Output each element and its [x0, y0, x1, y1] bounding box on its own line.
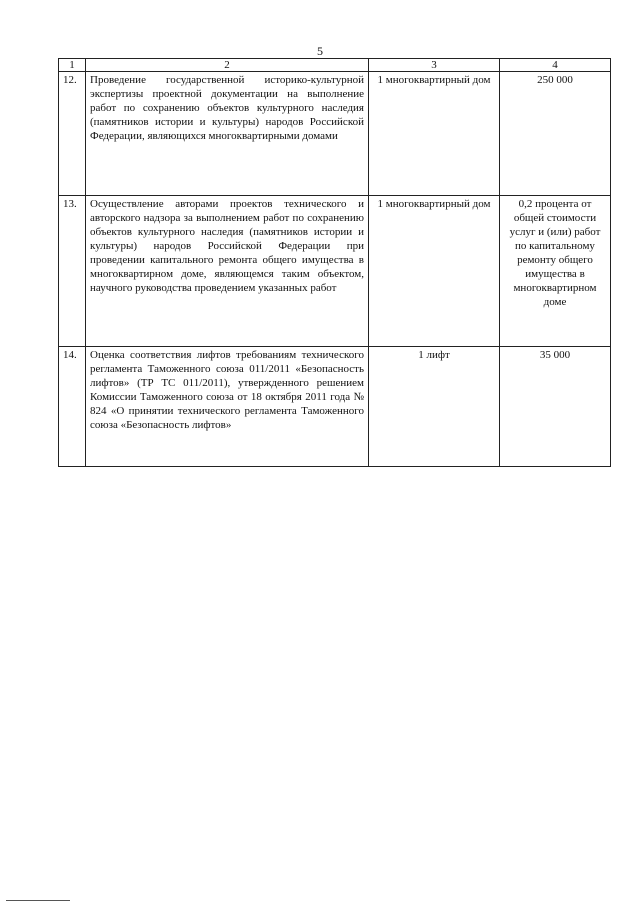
table-row [59, 196, 611, 347]
table-row [59, 72, 611, 196]
row-description: Осуществление авторами проектов технического и авторского надзора за выполнением работ по сохранению объектов культурного наследия (памятников истории и культуры) народов Российской Федерации при проведении капитального ремонта общего имущества в многоквартирном доме, являющемся таким объектом, научного руководства проведением указанных работ [86, 196, 369, 347]
row-number: 14. [59, 347, 86, 467]
services-table [58, 58, 611, 467]
row-description: Проведение государственной историко-культурной экспертизы проектной документации на выполнение работ по сохранению объектов культурного наследия (памятников истории и культуры) народов Российской Федерации, являющихся многоквартирными домами [86, 72, 369, 196]
page-number: 5 [317, 44, 323, 58]
row-unit: 1 лифт [369, 347, 500, 467]
column-header-3: 3 [369, 59, 500, 72]
column-header-4: 4 [500, 59, 611, 72]
row-unit: 1 многоквартирный дом [369, 196, 500, 347]
footer-rule [6, 900, 70, 901]
row-cost: 250 000 [500, 72, 611, 196]
row-cost: 35 000 [500, 347, 611, 467]
table-row [59, 347, 611, 467]
column-header-1: 1 [59, 59, 86, 72]
row-number: 13. [59, 196, 86, 347]
table-header-row [59, 59, 611, 72]
row-number: 12. [59, 72, 86, 196]
row-cost: 0,2 процента от общей стоимости услуг и (или) работ по капитальному ремонту общего имущества в многоквартирном доме [500, 196, 611, 347]
row-description: Оценка соответствия лифтов требованиям технического регламента Таможенного союза 011/2011 «Безопасность лифтов» (ТР ТС 011/2011), утвержденного решением Комиссии Таможенного союза от 18 октября 2011 года № 824 «О принятии технического регламента Таможенного союза «Безопасность лифтов» [86, 347, 369, 467]
column-header-2: 2 [86, 59, 369, 72]
row-unit: 1 многоквартирный дом [369, 72, 500, 196]
